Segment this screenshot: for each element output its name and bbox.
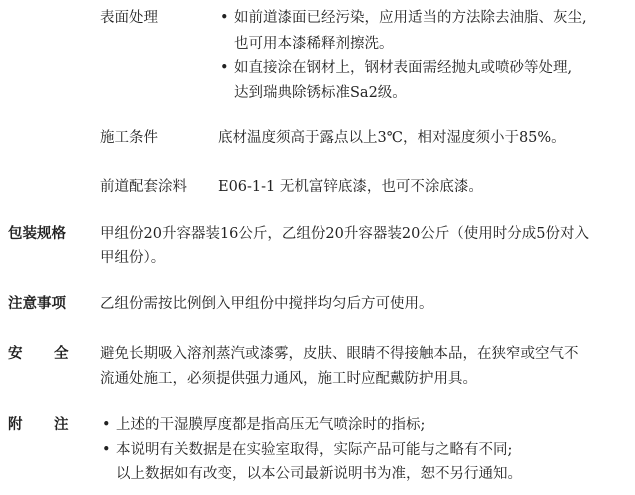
appendix-label-a: 附: [8, 417, 23, 433]
safety-label-a: 安: [8, 346, 23, 362]
packaging-label: 包装规格: [8, 226, 66, 242]
notes-value: 乙组份需按比例倒入甲组份中搅拌均匀后方可使用。: [100, 296, 434, 312]
application-conditions-label: 施工条件: [100, 130, 158, 146]
application-conditions-value: 底材温度须高于露点以上3℃，相对湿度须小于85%。: [218, 130, 566, 146]
primer-value: E06-1-1 无机富锌底漆，也可不涂底漆。: [218, 179, 483, 195]
packaging-line-1: 甲组份20升容器装16公斤，乙组份20升容器装20公斤（使用时分成5份对入: [100, 226, 590, 242]
surface-treatment-bullet-2-cont: 达到瑞典除锈标准Sa2级。: [234, 85, 407, 101]
notes-label: 注意事项: [8, 296, 66, 312]
surface-treatment-bullet-1-text: 如前道漆面已经污染，应用适当的方法除去油脂、灰尘,: [234, 10, 587, 26]
appendix-line-3: 以上数据如有改变，以本公司最新说明书为准，恕不另行通知。: [116, 466, 522, 482]
bullet-dot: •: [102, 442, 111, 458]
surface-treatment-bullet-1: [220, 6, 587, 30]
safety-line-1: 避免长期吸入溶剂蒸汽或漆雾，皮肤、眼睛不得接触本品，在狭窄或空气不: [100, 346, 579, 362]
safety-label-b: 全: [54, 346, 69, 362]
bullet-dot: •: [220, 10, 229, 26]
bullet-dot: •: [102, 417, 111, 433]
surface-treatment-bullet-2-text: 如直接涂在钢材上，钢材表面需经抛丸或喷砂等处理,: [234, 60, 573, 76]
appendix-bullet-2: [102, 438, 512, 462]
primer-label: 前道配套涂料: [100, 179, 187, 195]
appendix-label-b: 注: [54, 417, 69, 433]
safety-line-2: 流通处施工，必须提供强力通风，施工时应配戴防护用具。: [100, 371, 477, 387]
appendix-bullet-2-text: 本说明有关数据是在实验室取得，实际产品可能与之略有不同;: [116, 442, 513, 458]
surface-treatment-label: 表面处理: [100, 10, 158, 26]
bullet-dot: •: [220, 60, 229, 76]
appendix-bullet-1: [102, 413, 425, 437]
appendix-bullet-1-text: 上述的干湿膜厚度都是指高压无气喷涂时的指标;: [116, 417, 426, 433]
packaging-line-2: 甲组份）。: [100, 250, 166, 266]
surface-treatment-bullet-2: [220, 56, 572, 80]
surface-treatment-bullet-1-cont: 也可用本漆稀释剂擦洗。: [234, 36, 394, 52]
